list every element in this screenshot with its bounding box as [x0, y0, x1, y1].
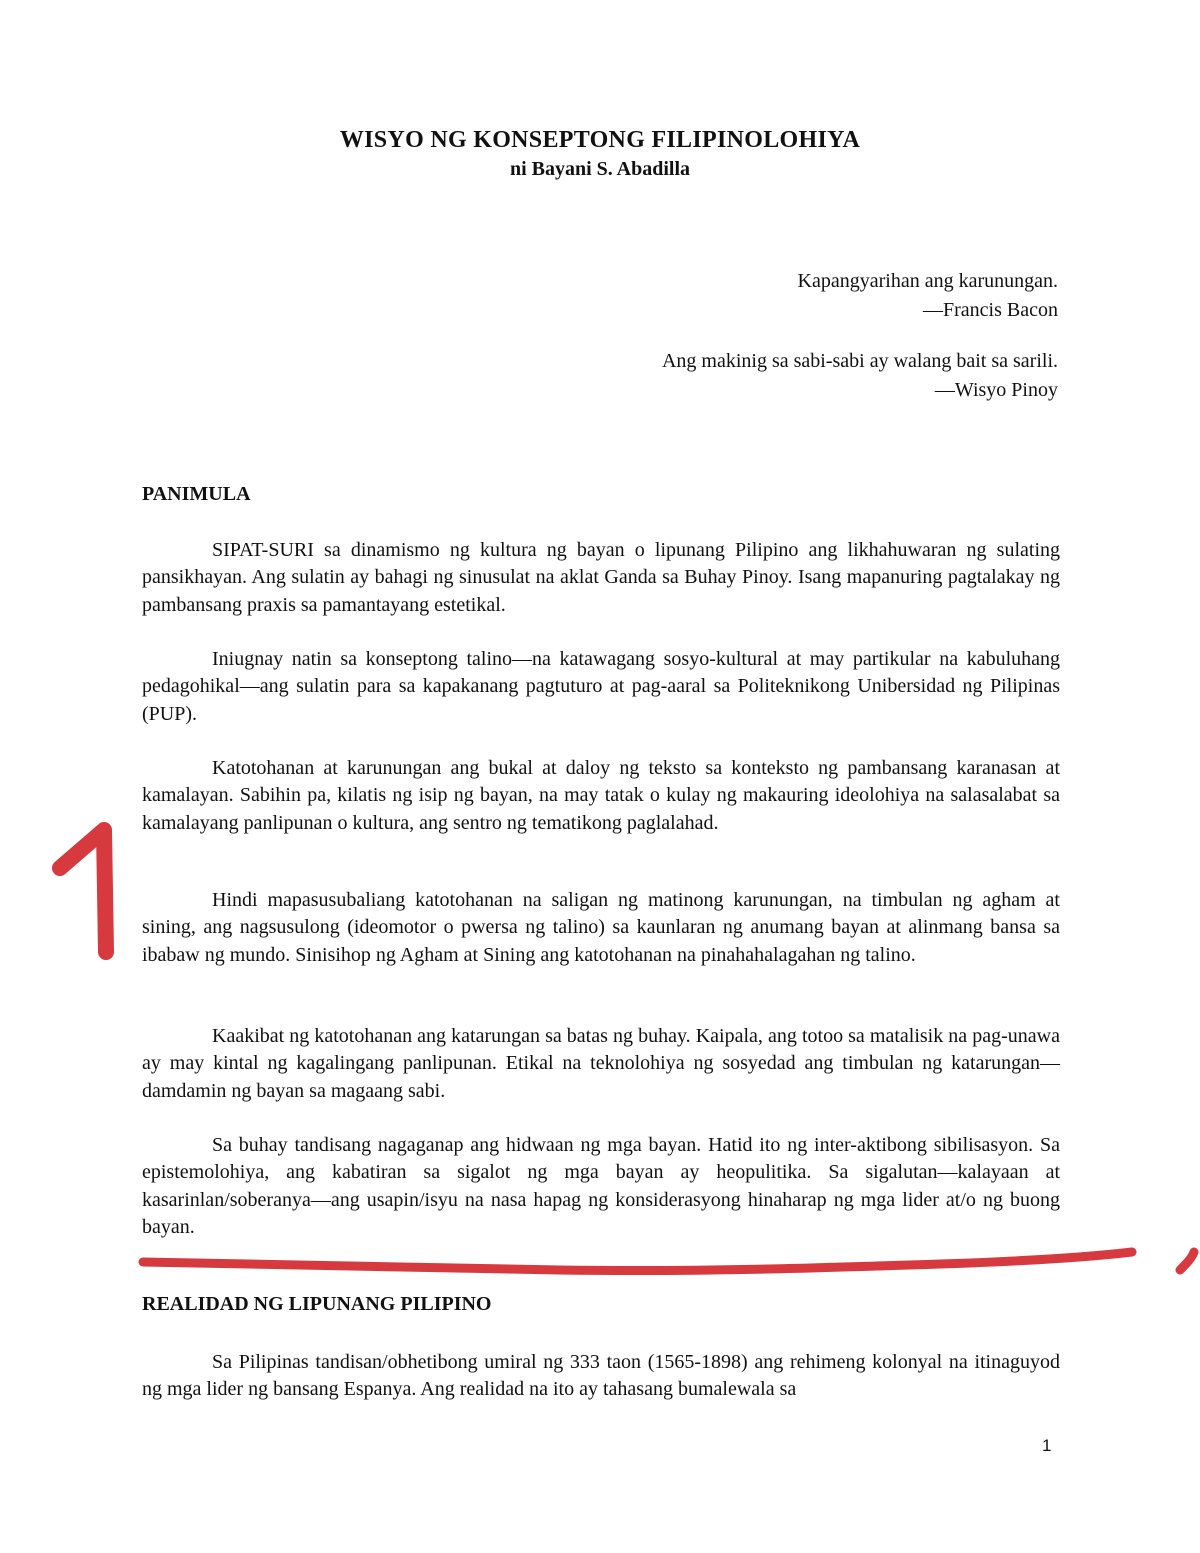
handwritten-number-one [60, 830, 106, 952]
paragraph: SIPAT-SURI sa dinamismo ng kultura ng bayan o lipunang Pilipino ang likhahuwaran ng sulating pansikhayan. Ang sulatin ay bahagi ng sinusulat na aklat Ganda sa Buhay Pinoy. Isang mapanuring pagtalakay ng pambansang praxis sa pamantayang estetikal. [142, 539, 1060, 616]
epigraph-quote: Ang makinig sa sabi-sabi ay walang bait sa sarili. [661, 350, 1058, 372]
section-heading: PANIMULA [142, 483, 251, 505]
author-byline: ni Bayani S. Abadilla [509, 158, 691, 180]
section-heading: REALIDAD NG LIPUNANG PILIPINO [142, 1293, 492, 1315]
epigraph [662, 347, 1058, 405]
paragraph: Kaakibat ng katotohanan ang katarungan sa batas ng buhay. Kaipala, ang totoo sa matalisik na pag-unawa ay may kintal ng kagalingang panlipunan. Etikal na teknolohiya ng sosyedad ang timbulan ng katarungan—damdamin ng bayan sa magaang sabi. [142, 1025, 1060, 1102]
paragraph: Iniugnay natin sa konseptong talino—na katawagang sosyo-kultural at may partikular na kabuluhang pedagohikal—ang sulatin para sa kapakanang pagtuturo at pag-aaral sa Politeknikong Unibersidad ng Pilipinas (PUP). [142, 648, 1060, 725]
page-number: 1 [1042, 1436, 1052, 1455]
paragraph: Katotohanan at karunungan ang bukal at daloy ng teksto sa konteksto ng pambansang karanasan at kamalayan. Sabihin pa, kilatis ng isip ng bayan, na may tatak o kulay ng makauring ideolohiya na salasalabat sa kamalayang panlipunan o kultura, ang sentro ng tematikong paglalahad. [142, 757, 1060, 834]
handwritten-underline-stroke [143, 1252, 1132, 1271]
paragraph: Sa buhay tandisang nagaganap ang hidwaan ng mga bayan. Hatid ito ng inter-aktibong sibilisasyon. Sa epistemolohiya, ang kabatiran sa sigalot ng mga bayan ay heopulitika. Sa sigalutan—kalayaan at kasarinlan/soberanya—ang usapin/isyu na nasa hapag ng konsiderasyong hinaharap ng mga lider at/o ng buong bayan. [142, 1134, 1060, 1239]
document-title: WISYO NG KONSEPTONG FILIPINOLOHIYA [339, 127, 861, 153]
paragraph: Hindi mapasusubaliang katotohanan na saligan ng matinong karunungan, na timbulan ng agham at sining, ang nagsusulong (ideomotor o pwersa ng talino) sa kaunlaran ng anumang bayan at alinmang bansa sa ibabaw ng mundo. Sinisihop ng Agham at Sining ang katotohanan na pinahahalagahan ng talino. [142, 889, 1060, 966]
epigraph-attribution: —Wisyo Pinoy [934, 379, 1058, 401]
epigraph-attribution: —Francis Bacon [923, 299, 1058, 321]
epigraph [798, 267, 1058, 325]
handwritten-mark-stroke [1180, 1252, 1194, 1270]
epigraph-quote: Kapangyarihan ang karunungan. [797, 270, 1058, 292]
paragraph: Sa Pilipinas tandisan/obhetibong umiral ng 333 taon (1565-1898) ang rehimeng kolonyal na itinaguyod ng mga lider ng bansang Espanya. Ang realidad na ito ay tahasang bumalewala sa [142, 1351, 1060, 1401]
